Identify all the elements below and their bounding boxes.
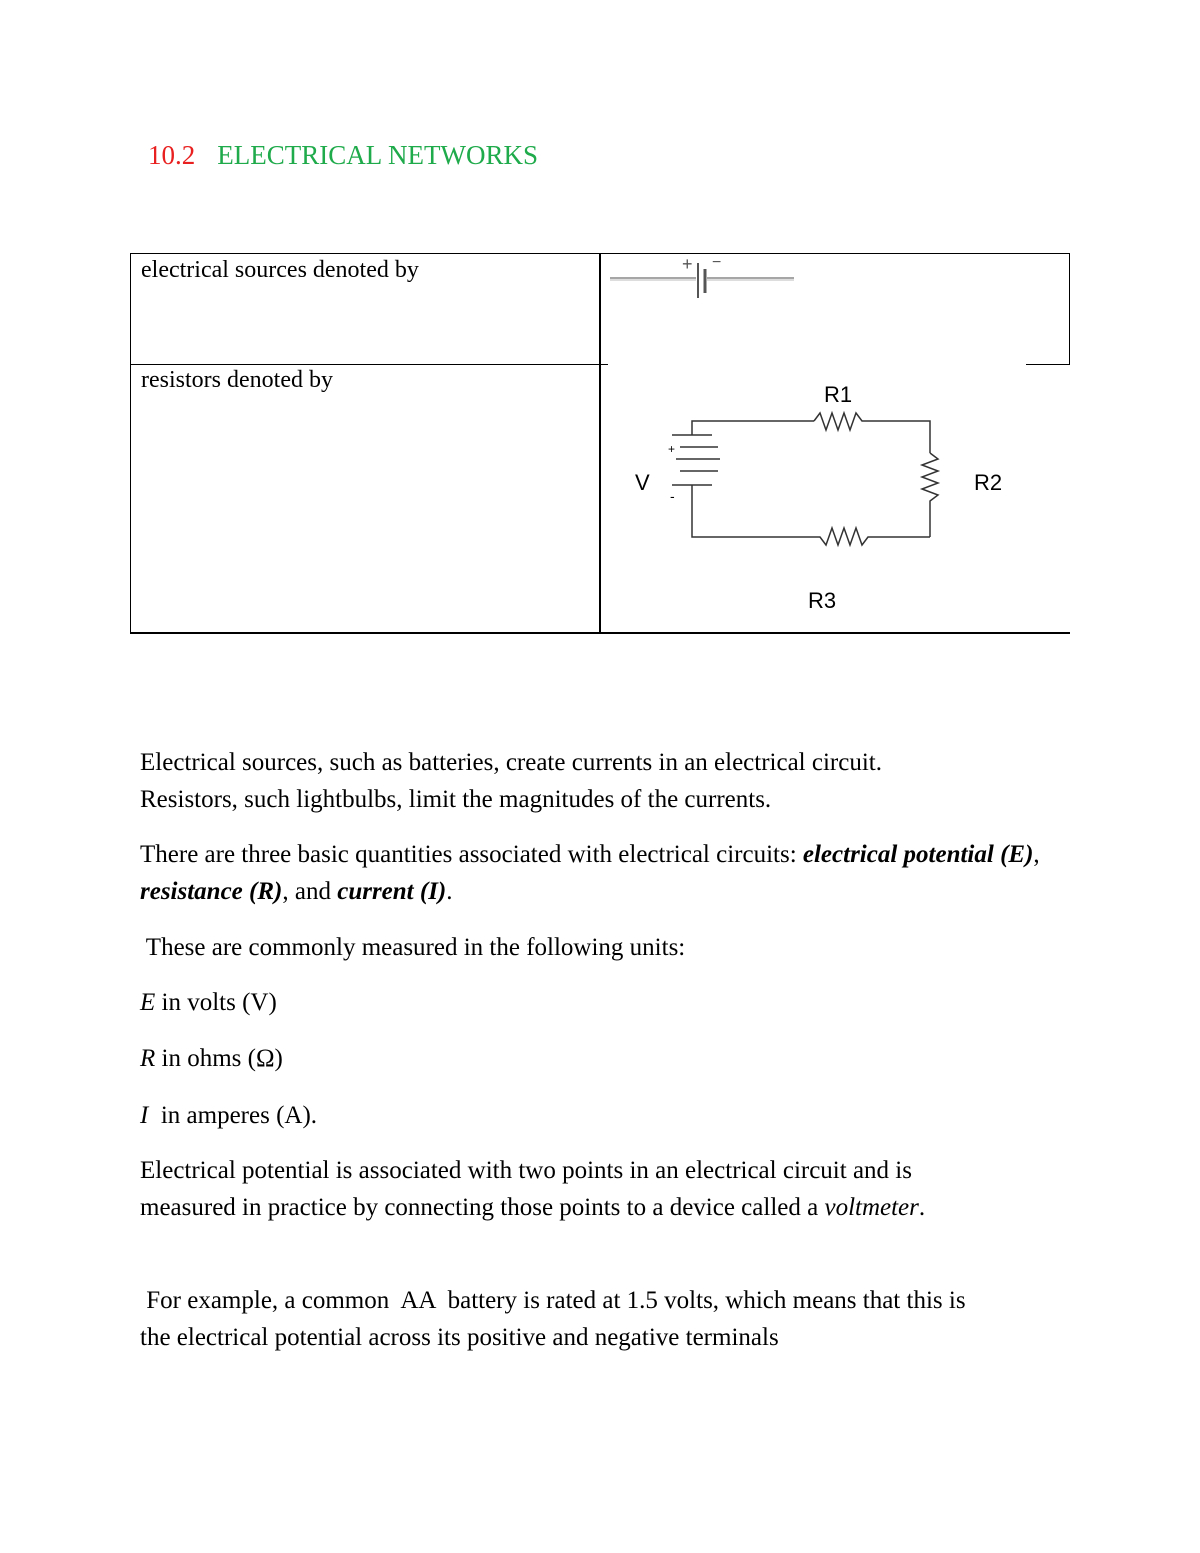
paragraph-line: Resistors, such lightbulbs, limit the magnitudes of the currents. bbox=[140, 786, 772, 813]
unit-line-e bbox=[140, 984, 1080, 1021]
circuit-v-plus: + bbox=[668, 442, 676, 456]
paragraph-line: measured in practice by connecting those points to a device called a bbox=[140, 1194, 825, 1221]
paragraph-line: the electrical potential across its positive and negative terminals bbox=[140, 1324, 779, 1351]
circuit-diagram bbox=[620, 368, 1020, 630]
unit-text-e: in volts (V) bbox=[155, 989, 277, 1016]
paragraph-text: There are three basic quantities associated with electrical circuits: bbox=[140, 841, 803, 868]
term-current: current (I) bbox=[337, 878, 447, 905]
symbols-table bbox=[130, 253, 1070, 634]
table-right-border bbox=[1069, 253, 1070, 365]
paragraph-example bbox=[140, 1245, 1080, 1393]
unit-symbol-r: R bbox=[140, 1045, 156, 1072]
paragraph-voltmeter bbox=[140, 1152, 1080, 1226]
wire-top bbox=[692, 421, 814, 435]
paragraph-sources bbox=[140, 744, 1080, 818]
battery-symbol-icon bbox=[608, 253, 798, 303]
separator: , bbox=[1033, 841, 1040, 868]
section-heading bbox=[148, 140, 538, 171]
resistor-r2-icon bbox=[922, 453, 938, 537]
term-electrical-potential: electrical potential (E) bbox=[802, 841, 1034, 868]
separator: , and bbox=[282, 878, 338, 905]
table-left-border bbox=[130, 253, 131, 634]
table-center-divider bbox=[599, 253, 601, 634]
paragraph-line: Electrical potential is associated with two points in an electrical circuit and is bbox=[140, 1157, 912, 1184]
circuit-v-label: V bbox=[635, 470, 650, 495]
resistor-r1-icon bbox=[814, 413, 930, 453]
circuit-r3-label: R3 bbox=[808, 588, 837, 613]
term-voltmeter: voltmeter bbox=[824, 1194, 919, 1221]
term-resistance: resistance (R) bbox=[140, 878, 283, 905]
circuit-r1-label: R1 bbox=[824, 382, 853, 407]
period: . bbox=[446, 878, 453, 905]
circuit-v-minus: - bbox=[670, 488, 675, 504]
unit-text-i: in amperes (A). bbox=[148, 1102, 318, 1129]
table-row-divider-right bbox=[1026, 364, 1070, 365]
table-row-divider-left bbox=[130, 364, 608, 365]
battery-minus-sign: − bbox=[712, 254, 722, 271]
battery-plus-sign: + bbox=[682, 254, 693, 274]
section-title: ELECTRICAL NETWORKS bbox=[217, 140, 538, 170]
section-number: 10.2 bbox=[148, 140, 196, 170]
row1-label: electrical sources denoted by bbox=[141, 257, 419, 283]
unit-line-i bbox=[140, 1097, 1080, 1134]
paragraph-quantities bbox=[140, 836, 1080, 910]
circuit-r2-label: R2 bbox=[974, 470, 1003, 495]
paragraph-line: Electrical sources, such as batteries, create currents in an electrical circuit. bbox=[140, 749, 882, 776]
paragraph-line: For example, a common AA battery is rated at 1.5 volts, which means that this is bbox=[140, 1287, 966, 1314]
resistor-r3-icon bbox=[692, 516, 930, 545]
unit-text-r: in ohms (Ω) bbox=[155, 1045, 283, 1072]
unit-line-r bbox=[140, 1040, 1080, 1077]
unit-symbol-e: E bbox=[140, 989, 156, 1016]
row2-label: resistors denoted by bbox=[141, 367, 333, 393]
paragraph-units-intro: These are commonly measured in the following units: bbox=[140, 934, 686, 961]
period: . bbox=[918, 1194, 926, 1221]
unit-symbol-i: I bbox=[140, 1102, 149, 1129]
